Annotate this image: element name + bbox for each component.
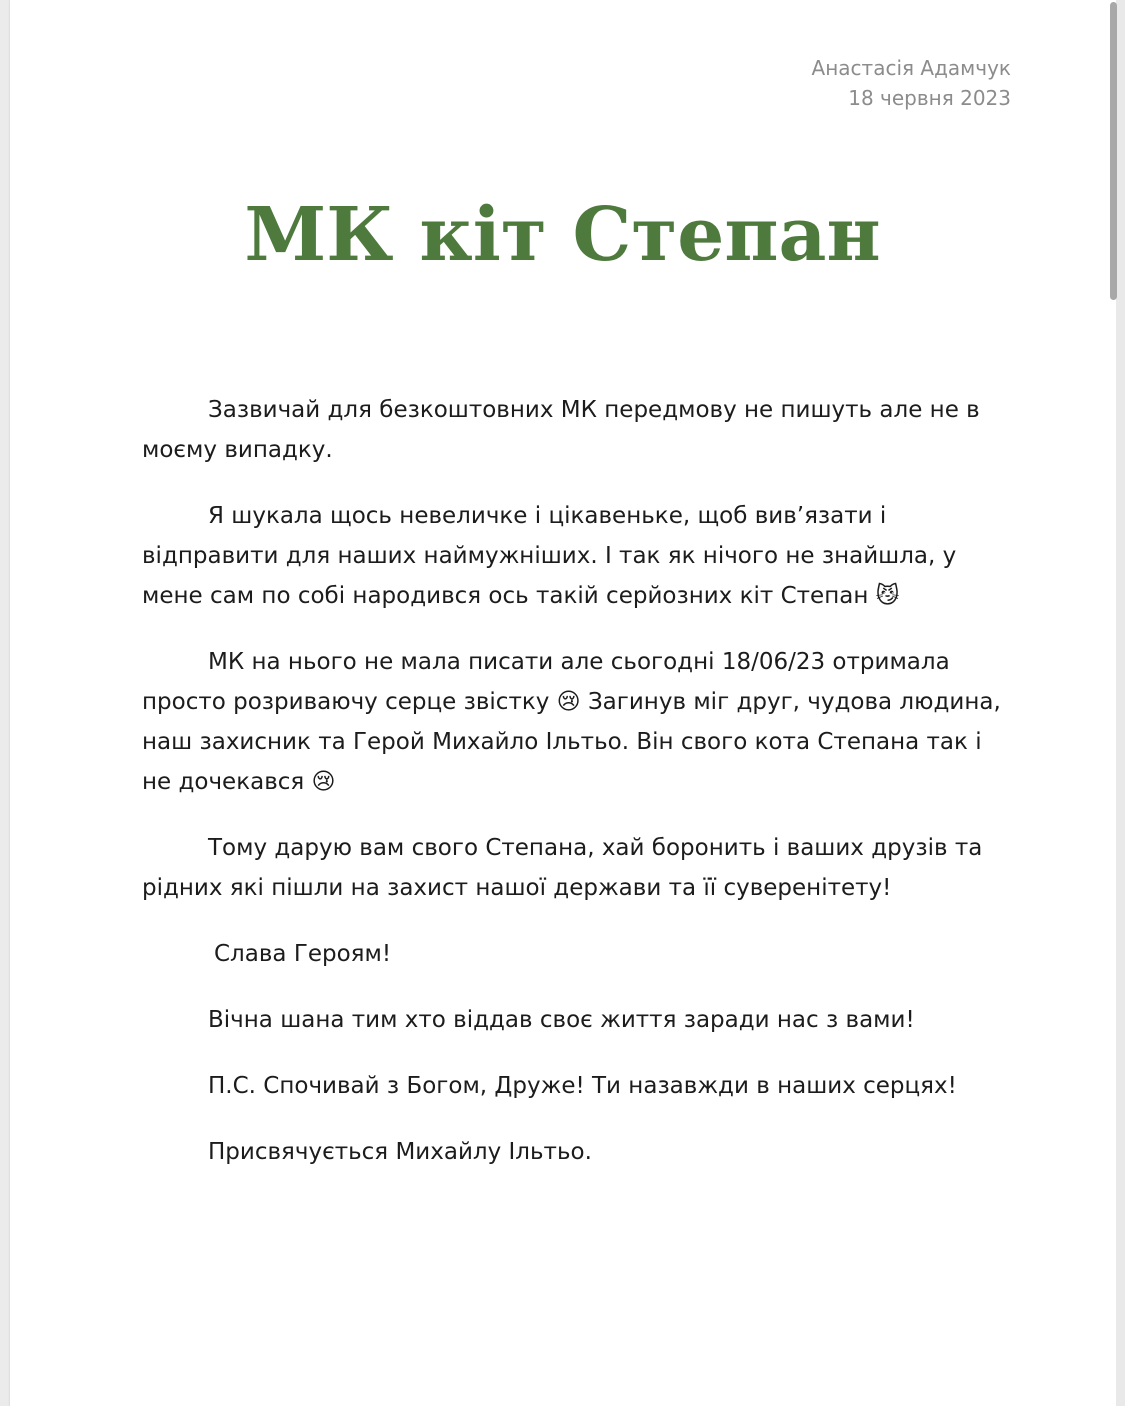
paragraph-story: Я шукала щось невеличке і цікавеньке, щоб вив’язати і відправити для наших наймужніших. І так як нічого не знайшла, у мене сам по собі народився ось такій серйозних кіт Степан 😼	[142, 503, 957, 609]
paragraph-glory: Слава Героям!	[214, 941, 392, 967]
document-body	[142, 390, 1002, 1198]
paragraph-honor: Вічна шана тим хто віддав своє життя заради нас з вами!	[208, 1007, 915, 1033]
document-title: МК кіт Степан	[244, 192, 881, 278]
author-name: Анастасія Адамчук	[811, 56, 1011, 80]
paragraph-dedication: Присвячується Михайлу Ільтьо.	[208, 1139, 592, 1165]
paragraph-ps: П.С. Спочивай з Богом, Друже! Ти назавжди в наших серцях!	[208, 1073, 957, 1099]
paragraph-news: МК на нього не мала писати але сьогодні 18/06/23 отримала просто розриваючу серце звістку 😢 Загинув міг друг, чудова людина, наш захисник та Герой Михайло Ільтьо. Він свого кота Степана так і не дочекався 😢	[142, 649, 1001, 795]
document-date: 18 червня 2023	[848, 86, 1011, 110]
document-meta	[812, 53, 1011, 113]
paragraph-intro: Зазвичай для безкоштовних МК передмову не пишуть але не в моєму випадку.	[142, 397, 980, 463]
paragraph-gift: Тому дарую вам свого Степана, хай боронить і ваших друзів та рідних які пішли на захист нашої держави та її суверенітету!	[142, 835, 983, 901]
